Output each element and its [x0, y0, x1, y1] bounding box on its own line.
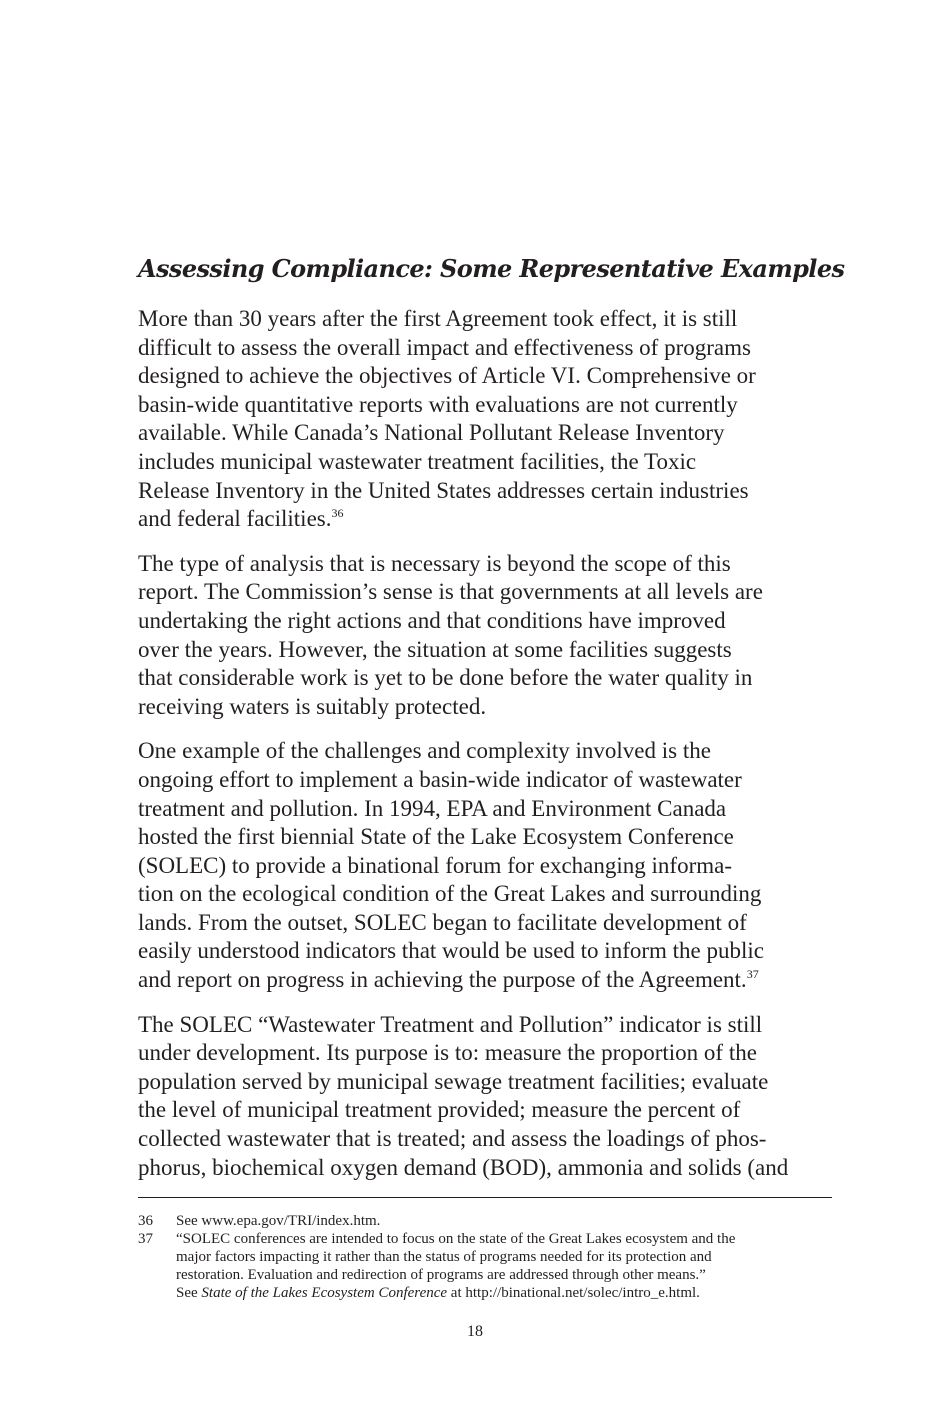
- text-line: report. The Commission’s sense is that governments at all levels are: [138, 579, 763, 605]
- footnote-number: 37: [138, 1231, 153, 1247]
- text-line: lands. From the outset, SOLEC began to facilitate development of: [138, 909, 747, 935]
- footnote-source-title: State of the Lakes Ecosystem Conference: [201, 1285, 448, 1301]
- section-heading: Assessing Compliance: Some Representative Examples: [138, 254, 845, 283]
- text-line: phorus, biochemical oxygen demand (BOD), ammonia and solids (and: [138, 1154, 789, 1180]
- text-line: population served by municipal sewage treatment facilities; evaluate: [138, 1068, 769, 1094]
- body-text: [138, 305, 832, 1198]
- footnote-number: 36: [138, 1213, 153, 1229]
- text-line: [138, 966, 832, 995]
- paragraph-2: [138, 550, 832, 722]
- footnote-line: “SOLEC conferences are intended to focus on the state of the Great Lakes ecosystem and the: [176, 1231, 736, 1247]
- text-line: treatment and pollution. In 1994, EPA and Environment Canada: [138, 795, 727, 821]
- text-line: [138, 505, 832, 534]
- text-line: under development. Its purpose is to: measure the proportion of the: [138, 1040, 757, 1066]
- text-line-content: and federal facilities.: [138, 506, 332, 532]
- footnote-see-prefix: See: [176, 1285, 202, 1301]
- footnote-line: See www.epa.gov/TRI/index.htm.: [176, 1213, 381, 1229]
- text-line: difficult to assess the overall impact and effectiveness of programs: [138, 334, 751, 360]
- footnote-line: major factors impacting it rather than the status of programs needed for its protection and: [176, 1249, 712, 1265]
- footnote-37: [138, 1230, 838, 1302]
- text-line: (SOLEC) to provide a binational forum for exchanging informa-: [138, 852, 733, 878]
- footnote-url[interactable]: at http://binational.net/solec/intro_e.html.: [447, 1285, 700, 1301]
- text-line: designed to achieve the objectives of Article VI. Comprehensive or: [138, 363, 756, 389]
- text-line: The SOLEC “Wastewater Treatment and Pollution” indicator is still: [138, 1011, 763, 1037]
- footnote-text: [176, 1230, 838, 1302]
- text-line: undertaking the right actions and that conditions have improved: [138, 607, 726, 633]
- footnote-ref-37[interactable]: 37: [746, 967, 759, 982]
- text-line: basin-wide quantitative reports with evaluations are not currently: [138, 391, 738, 417]
- text-line: More than 30 years after the first Agreement took effect, it is still: [138, 306, 738, 331]
- text-line: The type of analysis that is necessary is beyond the scope of this: [138, 550, 731, 576]
- paragraph-1: [138, 305, 832, 534]
- page-number: 18: [467, 1323, 483, 1340]
- footnote-ref-36[interactable]: 36: [331, 506, 344, 521]
- text-line: Release Inventory in the United States addresses certain industries: [138, 477, 749, 503]
- text-line: easily understood indicators that would be used to inform the public: [138, 938, 764, 964]
- paragraph-3: [138, 737, 832, 994]
- text-line: One example of the challenges and complexity involved is the: [138, 738, 711, 764]
- text-line-content: and report on progress in achieving the purpose of the Agreement.: [138, 967, 747, 993]
- footnote-text: [176, 1212, 838, 1230]
- text-line: collected wastewater that is treated; and assess the loadings of phos-: [138, 1126, 767, 1152]
- text-line: ongoing effort to implement a basin-wide indicator of wastewater: [138, 766, 742, 792]
- footnote-36: [138, 1212, 838, 1230]
- text-line: over the years. However, the situation at some facilities suggests: [138, 636, 732, 662]
- footnote-line: [176, 1284, 838, 1302]
- text-line: available. While Canada’s National Pollutant Release Inventory: [138, 420, 725, 446]
- footnote-divider: [138, 1197, 832, 1198]
- text-line: hosted the first biennial State of the Lake Ecosystem Conference: [138, 824, 734, 850]
- text-line: that considerable work is yet to be done before the water quality in: [138, 665, 753, 691]
- text-line: includes municipal wastewater treatment facilities, the Toxic: [138, 448, 697, 474]
- text-line: the level of municipal treatment provided; measure the percent of: [138, 1097, 741, 1123]
- text-line: tion on the ecological condition of the Great Lakes and surrounding: [138, 881, 762, 907]
- footnotes: [138, 1212, 838, 1302]
- footnote-line: restoration. Evaluation and redirection of programs are addressed through other means.”: [176, 1267, 706, 1283]
- text-line: receiving waters is suitably protected.: [138, 693, 487, 719]
- paragraph-4: [138, 1011, 832, 1183]
